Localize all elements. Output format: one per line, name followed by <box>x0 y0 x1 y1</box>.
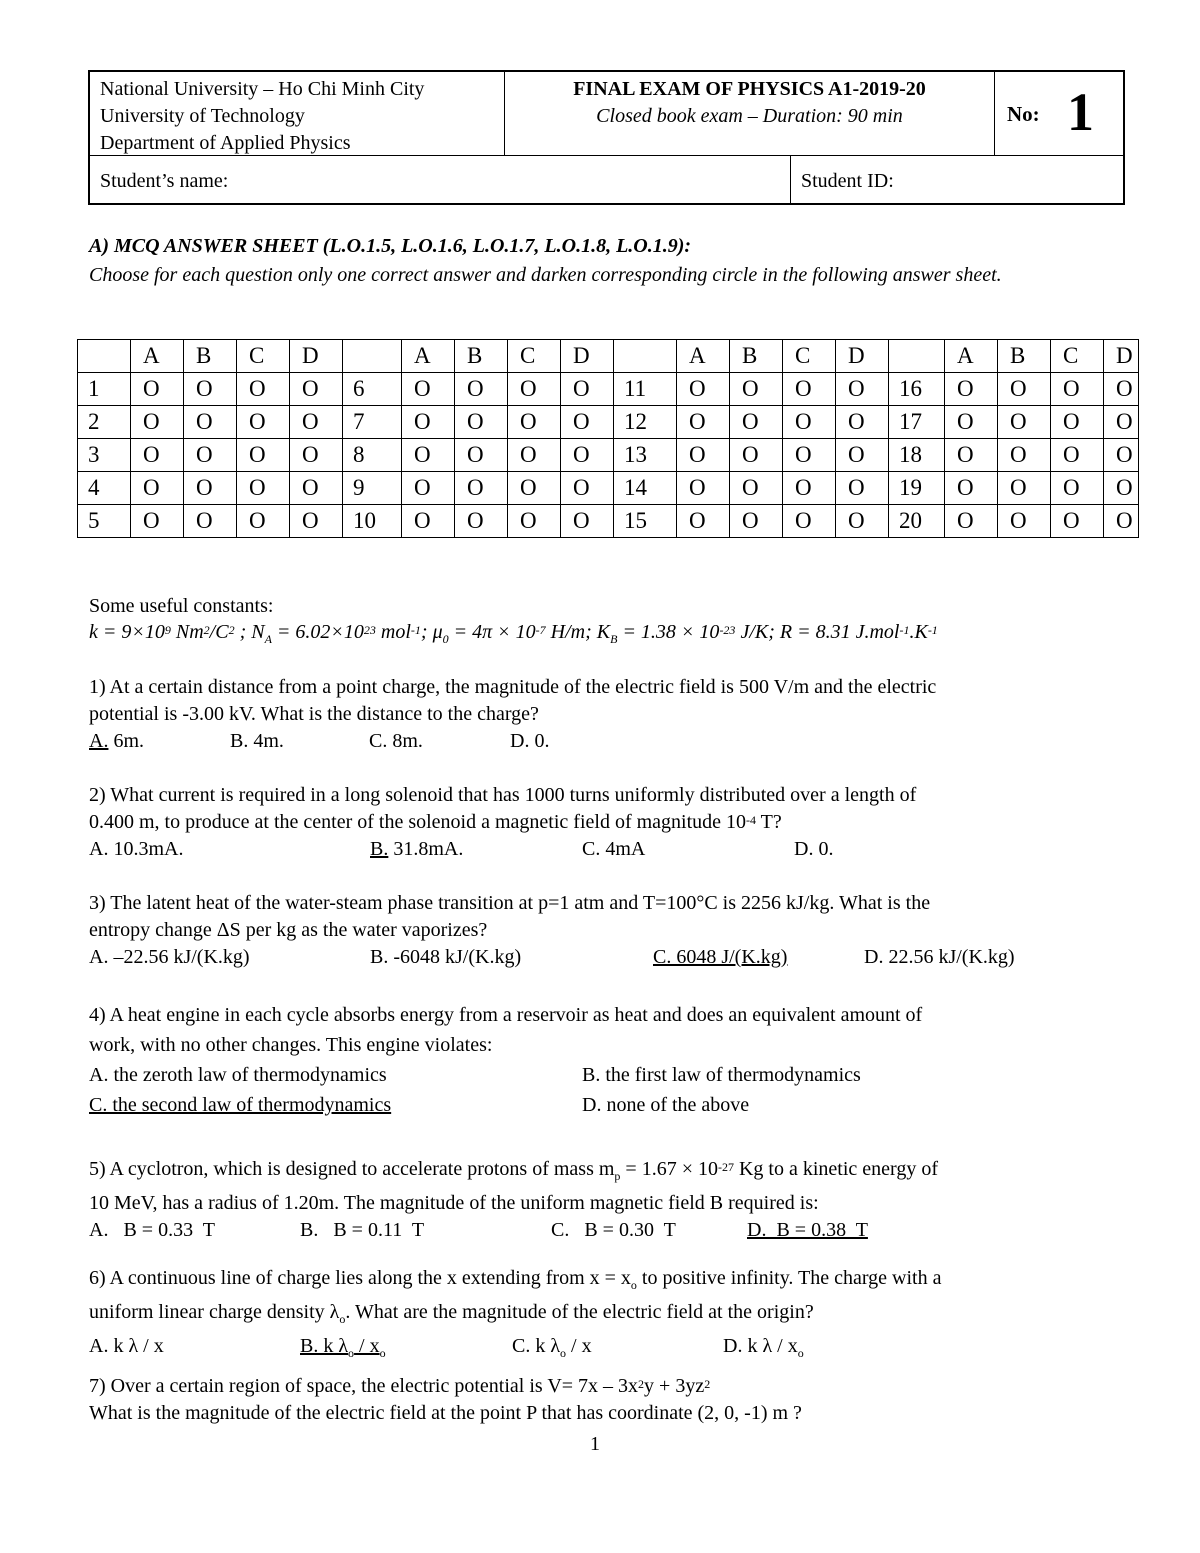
question-4 <box>89 1000 1109 1120</box>
answer-circle-b[interactable]: O <box>730 505 783 538</box>
question-2 <box>89 782 1109 863</box>
question-6 <box>89 1265 1109 1360</box>
question-text-end: T? <box>756 811 782 833</box>
question-text: 0.400 m, to produce at the center of the solenoid a magnetic field of magnitude 10 <box>89 811 747 833</box>
grid-corner-cell <box>78 340 131 373</box>
grid-row <box>78 439 1139 472</box>
question-text: 7) Over a certain region of space, the electric potential is V= 7x – 3x <box>89 1375 639 1397</box>
option-d: D. none of the above <box>582 1094 750 1116</box>
answer-circle-c[interactable]: O <box>508 406 561 439</box>
answer-circle-b[interactable]: O <box>184 505 237 538</box>
option-text: D. k λ / x <box>723 1335 798 1357</box>
grid-letter-header: B <box>184 340 237 373</box>
answer-circle-a[interactable]: O <box>677 439 730 472</box>
answer-circle-b[interactable]: O <box>455 373 508 406</box>
grid-header-row <box>78 340 1139 373</box>
grid-letter-header: C <box>783 340 836 373</box>
answer-circle-a[interactable]: O <box>131 439 184 472</box>
question-text: 6) A continuous line of charge lies along the x extending from x = x <box>89 1267 631 1289</box>
option-d <box>723 1333 804 1367</box>
option-text: 6m. <box>108 730 145 752</box>
answer-circle-d[interactable]: O <box>561 505 614 538</box>
option-b: B. -6048 kJ/(K.kg) <box>370 946 522 968</box>
option-b <box>300 1333 386 1367</box>
question-number-cell: 16 <box>889 373 945 406</box>
answer-circle-a[interactable]: O <box>402 439 455 472</box>
answer-circle-c[interactable]: O <box>1051 472 1104 505</box>
option-letter: A. <box>89 730 109 752</box>
answer-circle-d[interactable]: O <box>1104 373 1139 406</box>
student-id-field <box>790 156 1123 204</box>
answer-circle-c[interactable]: O <box>508 439 561 472</box>
exponent: -27 <box>717 1160 734 1174</box>
grid-letter-header: C <box>508 340 561 373</box>
answer-circle-d[interactable]: O <box>561 472 614 505</box>
question-number-cell: 2 <box>78 406 131 439</box>
answer-circle-a[interactable]: O <box>677 472 730 505</box>
answer-circle-d[interactable]: O <box>1104 472 1139 505</box>
question-text: . What are the magnitude of the electric field at the origin? <box>345 1301 814 1323</box>
student-name-label: Student’s name: <box>100 170 229 192</box>
grid-corner-cell <box>889 340 945 373</box>
question-text-line: potential is -3.00 kV. What is the distance to the charge? <box>89 703 539 725</box>
institution-block <box>90 72 505 155</box>
subscript: p <box>614 1169 621 1183</box>
option-b: B. the first law of thermodynamics <box>582 1064 861 1086</box>
grid-letter-header: D <box>836 340 889 373</box>
option-c: C. B = 0.30 T <box>551 1219 676 1241</box>
question-number-cell: 9 <box>343 472 402 505</box>
exam-header <box>88 70 1125 205</box>
answer-circle-d[interactable]: O <box>561 373 614 406</box>
exponent: 2 <box>704 1377 711 1391</box>
student-info-row <box>90 155 1123 203</box>
option-c: C. the second law of thermodynamics <box>89 1094 392 1116</box>
option-a: A. the zeroth law of thermodynamics <box>89 1064 387 1086</box>
answer-circle-d[interactable]: O <box>836 373 889 406</box>
option-d: D. 0. <box>510 730 550 752</box>
answer-circle-d[interactable]: O <box>1104 505 1139 538</box>
question-text-line <box>89 1373 1109 1400</box>
question-number-cell: 3 <box>78 439 131 472</box>
question-text-line: 10 MeV, has a radius of 1.20m. The magnitude of the uniform magnetic field B required is: <box>89 1192 819 1214</box>
option-a <box>89 728 144 755</box>
question-number-cell: 7 <box>343 406 402 439</box>
option-text: 31.8mA. <box>388 838 464 860</box>
option-b: B. B = 0.11 T <box>300 1219 425 1241</box>
answer-circle-c[interactable]: O <box>237 406 290 439</box>
answer-circle-a[interactable]: O <box>402 472 455 505</box>
answer-circle-b[interactable]: O <box>998 406 1051 439</box>
grid-letter-header: A <box>945 340 998 373</box>
grid-letter-header: D <box>290 340 343 373</box>
question-number-cell: 17 <box>889 406 945 439</box>
question-number-cell: 4 <box>78 472 131 505</box>
question-text-line: 3) The latent heat of the water-steam phase transition at p=1 atm and T=100°C is 2256 kJ/kg. What is the <box>89 892 931 914</box>
answer-circle-a[interactable]: O <box>402 505 455 538</box>
answer-circle-b[interactable]: O <box>184 472 237 505</box>
answer-circle-d[interactable]: O <box>561 406 614 439</box>
answer-circle-c[interactable]: O <box>1051 439 1104 472</box>
answer-circle-b[interactable]: O <box>730 472 783 505</box>
question-text: Kg to a kinetic energy of <box>733 1158 938 1180</box>
exam-number: 1 <box>1067 82 1094 142</box>
answer-circle-c[interactable]: O <box>1051 406 1104 439</box>
grid-letter-header: D <box>561 340 614 373</box>
department-name: Department of Applied Physics <box>100 132 351 154</box>
option-c: C. 4mA <box>582 838 646 860</box>
question-number-cell: 14 <box>614 472 677 505</box>
answer-circle-b[interactable]: O <box>998 373 1051 406</box>
subscript: o <box>348 1346 355 1360</box>
answer-circle-d[interactable]: O <box>290 472 343 505</box>
subscript: o <box>379 1346 386 1360</box>
answer-circle-d[interactable]: O <box>836 406 889 439</box>
grid-letter-header: B <box>730 340 783 373</box>
exam-number-label: No: <box>1007 102 1040 126</box>
subscript: o <box>630 1278 637 1292</box>
answer-circle-b[interactable]: O <box>184 406 237 439</box>
option-d: D. B = 0.38 T <box>747 1219 868 1241</box>
answer-circle-b[interactable]: O <box>184 439 237 472</box>
mcq-instruction: Choose for each question only one correct answer and darken corresponding circle in the following answer sheet. <box>89 264 1002 286</box>
question-text-line: 2) What current is required in a long solenoid that has 1000 turns uniformly distributed over a length of <box>89 784 917 806</box>
option-a: A. –22.56 kJ/(K.kg) <box>89 946 250 968</box>
answer-circle-c[interactable]: O <box>237 472 290 505</box>
question-text: uniform linear charge density λ <box>89 1301 340 1323</box>
answer-circle-c[interactable]: O <box>1051 505 1104 538</box>
answer-grid <box>77 339 1139 538</box>
question-text-line <box>89 1156 1109 1190</box>
answer-circle-a[interactable]: O <box>131 472 184 505</box>
answer-circle-a[interactable]: O <box>131 406 184 439</box>
question-text-line <box>89 809 1109 836</box>
answer-circle-a[interactable]: O <box>131 373 184 406</box>
option-d: D. 22.56 kJ/(K.kg) <box>864 946 1015 968</box>
subscript: o <box>560 1346 567 1360</box>
grid-letter-header: A <box>677 340 730 373</box>
question-text: to positive infinity. The charge with a <box>636 1267 942 1289</box>
answer-circle-d[interactable]: O <box>1104 439 1139 472</box>
exam-title: FINAL EXAM OF PHYSICS A1-2019-20 <box>573 78 926 100</box>
answer-circle-c[interactable]: O <box>783 373 836 406</box>
grid-row <box>78 505 1139 538</box>
question-number-cell: 6 <box>343 373 402 406</box>
exam-subtitle: Closed book exam – Duration: 90 min <box>596 105 903 127</box>
option-text: B. k λ <box>300 1335 349 1357</box>
grid-letter-header: A <box>131 340 184 373</box>
grid-corner-cell <box>614 340 677 373</box>
grid-letter-header: B <box>998 340 1051 373</box>
option-a: A. B = 0.33 T <box>89 1219 215 1241</box>
subscript: o <box>339 1312 346 1326</box>
answer-circle-d[interactable]: O <box>290 373 343 406</box>
exponent: -4 <box>746 813 757 827</box>
question-text-line <box>89 1265 1109 1299</box>
question-text: 5) A cyclotron, which is designed to accelerate protons of mass m <box>89 1158 615 1180</box>
question-text-line: What is the magnitude of the electric field at the point P that has coordinate (2, 0, -1) m ? <box>89 1402 802 1424</box>
answer-circle-a[interactable]: O <box>677 505 730 538</box>
grid-row <box>78 472 1139 505</box>
question-text-line: 4) A heat engine in each cycle absorbs energy from a reservoir as heat and does an equivalent amount of <box>89 1004 923 1026</box>
answer-circle-a[interactable]: O <box>677 406 730 439</box>
answer-circle-b[interactable]: O <box>730 373 783 406</box>
grid-row <box>78 406 1139 439</box>
grid-letter-header: A <box>402 340 455 373</box>
answer-options <box>89 1333 1109 1360</box>
constants-title: Some useful constants: <box>89 595 274 617</box>
answer-circle-c[interactable]: O <box>237 439 290 472</box>
answer-circle-c[interactable]: O <box>783 406 836 439</box>
answer-circle-a[interactable]: O <box>402 406 455 439</box>
answer-circle-b[interactable]: O <box>455 472 508 505</box>
option-letter: B. <box>370 838 389 860</box>
mcq-title: A) MCQ ANSWER SHEET (L.O.1.5, L.O.1.6, L.O.1.7, L.O.1.8, L.O.1.9): <box>89 235 692 257</box>
answer-circle-c[interactable]: O <box>1051 373 1104 406</box>
grid-letter-header: C <box>237 340 290 373</box>
question-text: y + 3yz <box>644 1375 705 1397</box>
question-number-cell: 1 <box>78 373 131 406</box>
answer-circle-c[interactable]: O <box>783 505 836 538</box>
question-number-cell: 15 <box>614 505 677 538</box>
question-text-line: work, with no other changes. This engine violates: <box>89 1034 493 1056</box>
answer-circle-a[interactable]: O <box>945 472 998 505</box>
answer-circle-d[interactable]: O <box>290 406 343 439</box>
answer-options <box>89 1090 1109 1120</box>
question-text: = 1.67 × 10 <box>620 1158 718 1180</box>
question-7 <box>89 1373 1109 1427</box>
answer-options <box>89 728 1109 755</box>
option-a: A. 10.3mA. <box>89 838 184 860</box>
question-number-cell: 11 <box>614 373 677 406</box>
question-number-cell: 12 <box>614 406 677 439</box>
page-number: 1 <box>590 1433 600 1455</box>
answer-circle-d[interactable]: O <box>1104 406 1139 439</box>
answer-circle-c[interactable]: O <box>508 373 561 406</box>
option-c <box>512 1333 592 1367</box>
answer-circle-c[interactable]: O <box>237 505 290 538</box>
answer-circle-d[interactable]: O <box>836 472 889 505</box>
answer-circle-a[interactable]: O <box>945 505 998 538</box>
question-number-cell: 13 <box>614 439 677 472</box>
university-name: National University – Ho Chi Minh City <box>100 78 425 100</box>
answer-circle-b[interactable]: O <box>998 472 1051 505</box>
answer-circle-d[interactable]: O <box>561 439 614 472</box>
question-number-cell: 18 <box>889 439 945 472</box>
answer-circle-c[interactable]: O <box>237 373 290 406</box>
answer-circle-b[interactable]: O <box>998 505 1051 538</box>
option-text: / x <box>566 1335 592 1357</box>
option-text: C. k λ <box>512 1335 561 1357</box>
option-c: C. 6048 J/(K.kg) <box>653 946 788 968</box>
answer-circle-a[interactable]: O <box>945 406 998 439</box>
grid-letter-header: B <box>455 340 508 373</box>
option-text: / x <box>354 1335 380 1357</box>
answer-circle-b[interactable]: O <box>455 505 508 538</box>
grid-letter-header: C <box>1051 340 1104 373</box>
exponent: 2 <box>638 1377 645 1391</box>
answer-circle-b[interactable]: O <box>730 439 783 472</box>
option-a: A. k λ / x <box>89 1335 164 1357</box>
answer-circle-b[interactable]: O <box>184 373 237 406</box>
question-number-cell: 8 <box>343 439 402 472</box>
answer-circle-b[interactable]: O <box>455 406 508 439</box>
question-3 <box>89 890 1109 971</box>
school-name: University of Technology <box>100 105 305 127</box>
answer-circle-c[interactable]: O <box>783 439 836 472</box>
answer-circle-c[interactable]: O <box>508 505 561 538</box>
option-b: B. 4m. <box>230 730 284 752</box>
answer-circle-b[interactable]: O <box>998 439 1051 472</box>
answer-options <box>89 836 1109 863</box>
exam-number-block <box>995 72 1123 155</box>
student-id-label: Student ID: <box>801 170 894 192</box>
answer-options <box>89 1217 1109 1244</box>
grid-row <box>78 373 1139 406</box>
option-c: C. 8m. <box>369 730 423 752</box>
answer-circle-a[interactable]: O <box>402 373 455 406</box>
question-number-cell: 10 <box>343 505 402 538</box>
answer-circle-a[interactable]: O <box>945 439 998 472</box>
answer-circle-d[interactable]: O <box>290 439 343 472</box>
question-text-line: 1) At a certain distance from a point charge, the magnitude of the electric field is 500 V/m and the electric <box>89 676 937 698</box>
answer-circle-a[interactable]: O <box>677 373 730 406</box>
subscript: o <box>797 1346 804 1360</box>
exam-title-block <box>505 72 995 155</box>
answer-options <box>89 1060 1109 1090</box>
answer-circle-d[interactable]: O <box>290 505 343 538</box>
answer-circle-c[interactable]: O <box>508 472 561 505</box>
answer-circle-d[interactable]: O <box>836 505 889 538</box>
answer-circle-d[interactable]: O <box>836 439 889 472</box>
answer-circle-b[interactable]: O <box>455 439 508 472</box>
question-number-cell: 20 <box>889 505 945 538</box>
grid-corner-cell <box>343 340 402 373</box>
question-5 <box>89 1156 1109 1244</box>
question-1 <box>89 674 1109 755</box>
answer-circle-a[interactable]: O <box>131 505 184 538</box>
question-text-line <box>89 1299 1109 1333</box>
answer-circle-a[interactable]: O <box>945 373 998 406</box>
constants-line: $k = 9\times 10^9$ $Nm^2/C^2$ ; $N_A = 6.02\times 10^{23}$ mol$^{-1}$; $\mu_0 = 4\pi \times 10^{-7}$ H/m; $K_B = 1.38 \times 10^{-23}$ J/K; R = 8.31 $J.mol^{-1}.K^{-1}$ <box>89 621 938 646</box>
question-text-line: entropy change ΔS per kg as the water vaporizes? <box>89 919 488 941</box>
option-b <box>370 836 463 863</box>
grid-letter-header: D <box>1104 340 1139 373</box>
answer-circle-c[interactable]: O <box>783 472 836 505</box>
question-number-cell: 5 <box>78 505 131 538</box>
question-number-cell: 19 <box>889 472 945 505</box>
answer-circle-b[interactable]: O <box>730 406 783 439</box>
answer-options <box>89 944 1109 971</box>
option-d: D. 0. <box>794 838 834 860</box>
